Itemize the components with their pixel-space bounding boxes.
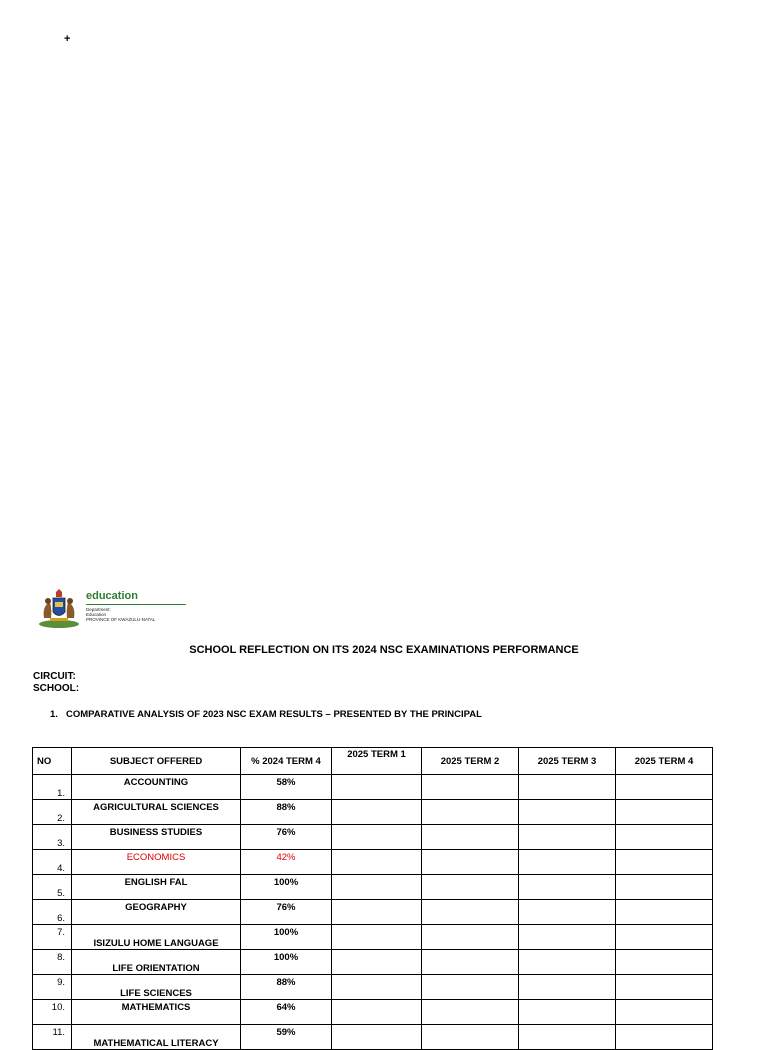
row-number: 9. [33, 975, 72, 1000]
logo-wordmark: education [86, 590, 138, 602]
row-number: 8. [33, 950, 72, 975]
row-number: 4. [33, 850, 72, 875]
term2-cell[interactable] [422, 950, 519, 975]
pass-rate-cell: 88% [241, 975, 332, 1000]
col-header-no: NO [33, 748, 72, 775]
term1-cell[interactable] [332, 1025, 422, 1050]
row-number: 3. [33, 825, 72, 850]
circuit-label: CIRCUIT: [33, 671, 76, 682]
row-number: 10. [33, 1000, 72, 1025]
term1-cell[interactable] [332, 800, 422, 825]
col-header-2024-term4: % 2024 TERM 4 [241, 748, 332, 775]
term2-cell[interactable] [422, 900, 519, 925]
term1-cell[interactable] [332, 975, 422, 1000]
coat-of-arms-icon [36, 588, 82, 630]
term2-cell[interactable] [422, 800, 519, 825]
term4-cell[interactable] [616, 875, 713, 900]
table-row [33, 1025, 713, 1050]
term1-cell[interactable] [332, 925, 422, 950]
logo-divider [86, 604, 186, 605]
term4-cell[interactable] [616, 1000, 713, 1025]
col-header-subject: SUBJECT OFFERED [72, 748, 241, 775]
col-header-2025-term2: 2025 TERM 2 [422, 748, 519, 775]
logo-line: PROVINCE OF KWAZULU-NATAL [86, 617, 156, 622]
pass-rate-cell: 64% [241, 1000, 332, 1025]
table-row [33, 1000, 713, 1025]
row-number: 5. [33, 875, 72, 900]
term1-cell[interactable] [332, 850, 422, 875]
subject-cell: ECONOMICS [72, 850, 241, 875]
term2-cell[interactable] [422, 875, 519, 900]
term3-cell[interactable] [519, 1000, 616, 1025]
pass-rate-cell: 100% [241, 925, 332, 950]
term2-cell[interactable] [422, 825, 519, 850]
school-label: SCHOOL: [33, 683, 80, 694]
term3-cell[interactable] [519, 925, 616, 950]
education-logo [36, 588, 196, 630]
pass-rate-cell: 42% [241, 850, 332, 875]
term2-cell[interactable] [422, 1000, 519, 1025]
corner-mark: + [64, 33, 71, 45]
table-row [33, 800, 713, 825]
row-number: 7. [33, 925, 72, 950]
subject-cell: LIFE ORIENTATION [72, 950, 241, 975]
term4-cell[interactable] [616, 925, 713, 950]
term3-cell[interactable] [519, 800, 616, 825]
logo-line: Department: [86, 607, 111, 612]
pass-rate-cell: 76% [241, 825, 332, 850]
subject-cell: BUSINESS STUDIES [72, 825, 241, 850]
term3-cell[interactable] [519, 775, 616, 800]
row-number: 2. [33, 800, 72, 825]
term4-cell[interactable] [616, 825, 713, 850]
table-row [33, 925, 713, 950]
term3-cell[interactable] [519, 950, 616, 975]
table-header-row [33, 748, 713, 775]
term2-cell[interactable] [422, 1025, 519, 1050]
term3-cell[interactable] [519, 975, 616, 1000]
table-row [33, 875, 713, 900]
term2-cell[interactable] [422, 850, 519, 875]
table-row [33, 775, 713, 800]
table-row [33, 950, 713, 975]
term2-cell[interactable] [422, 775, 519, 800]
row-number: 6. [33, 900, 72, 925]
term1-cell[interactable] [332, 825, 422, 850]
term4-cell[interactable] [616, 975, 713, 1000]
subject-cell: GEOGRAPHY [72, 900, 241, 925]
term1-cell[interactable] [332, 775, 422, 800]
term1-cell[interactable] [332, 875, 422, 900]
term4-cell[interactable] [616, 800, 713, 825]
col-header-2025-term4: 2025 TERM 4 [616, 748, 713, 775]
term4-cell[interactable] [616, 1025, 713, 1050]
term1-cell[interactable] [332, 1000, 422, 1025]
term3-cell[interactable] [519, 900, 616, 925]
term2-cell[interactable] [422, 975, 519, 1000]
table-row [33, 900, 713, 925]
row-number: 11. [33, 1025, 72, 1050]
table-row [33, 825, 713, 850]
section-heading [50, 709, 482, 720]
term2-cell[interactable] [422, 925, 519, 950]
subject-cell: LIFE SCIENCES [72, 975, 241, 1000]
term3-cell[interactable] [519, 875, 616, 900]
pass-rate-cell: 58% [241, 775, 332, 800]
logo-line: Education [86, 612, 107, 617]
term4-cell[interactable] [616, 900, 713, 925]
term4-cell[interactable] [616, 950, 713, 975]
col-header-2025-term1: 2025 TERM 1 [332, 748, 422, 775]
results-table [32, 747, 713, 1050]
subject-cell: AGRICULTURAL SCIENCES [72, 800, 241, 825]
term3-cell[interactable] [519, 850, 616, 875]
subject-cell: MATHEMATICAL LITERACY [72, 1025, 241, 1050]
pass-rate-cell: 100% [241, 950, 332, 975]
table-row-flagged [33, 850, 713, 875]
pass-rate-cell: 100% [241, 875, 332, 900]
section-number: 1. [50, 709, 58, 720]
pass-rate-cell: 59% [241, 1025, 332, 1050]
section-title: COMPARATIVE ANALYSIS OF 2023 NSC EXAM RESULTS – PRESENTED BY THE PRINCIPAL [66, 709, 482, 720]
term1-cell[interactable] [332, 950, 422, 975]
pass-rate-cell: 76% [241, 900, 332, 925]
term3-cell[interactable] [519, 825, 616, 850]
row-number: 1. [33, 775, 72, 800]
subject-cell: MATHEMATICS [72, 1000, 241, 1025]
term4-cell[interactable] [616, 850, 713, 875]
term4-cell[interactable] [616, 775, 713, 800]
term1-cell[interactable] [332, 900, 422, 925]
subject-cell: ACCOUNTING [72, 775, 241, 800]
pass-rate-cell: 88% [241, 800, 332, 825]
term3-cell[interactable] [519, 1025, 616, 1050]
col-header-2025-term3: 2025 TERM 3 [519, 748, 616, 775]
document-title: SCHOOL REFLECTION ON ITS 2024 NSC EXAMINATIONS PERFORMANCE [189, 644, 579, 656]
subject-cell: ENGLISH FAL [72, 875, 241, 900]
table-row [33, 975, 713, 1000]
subject-cell: ISIZULU HOME LANGUAGE [72, 925, 241, 950]
